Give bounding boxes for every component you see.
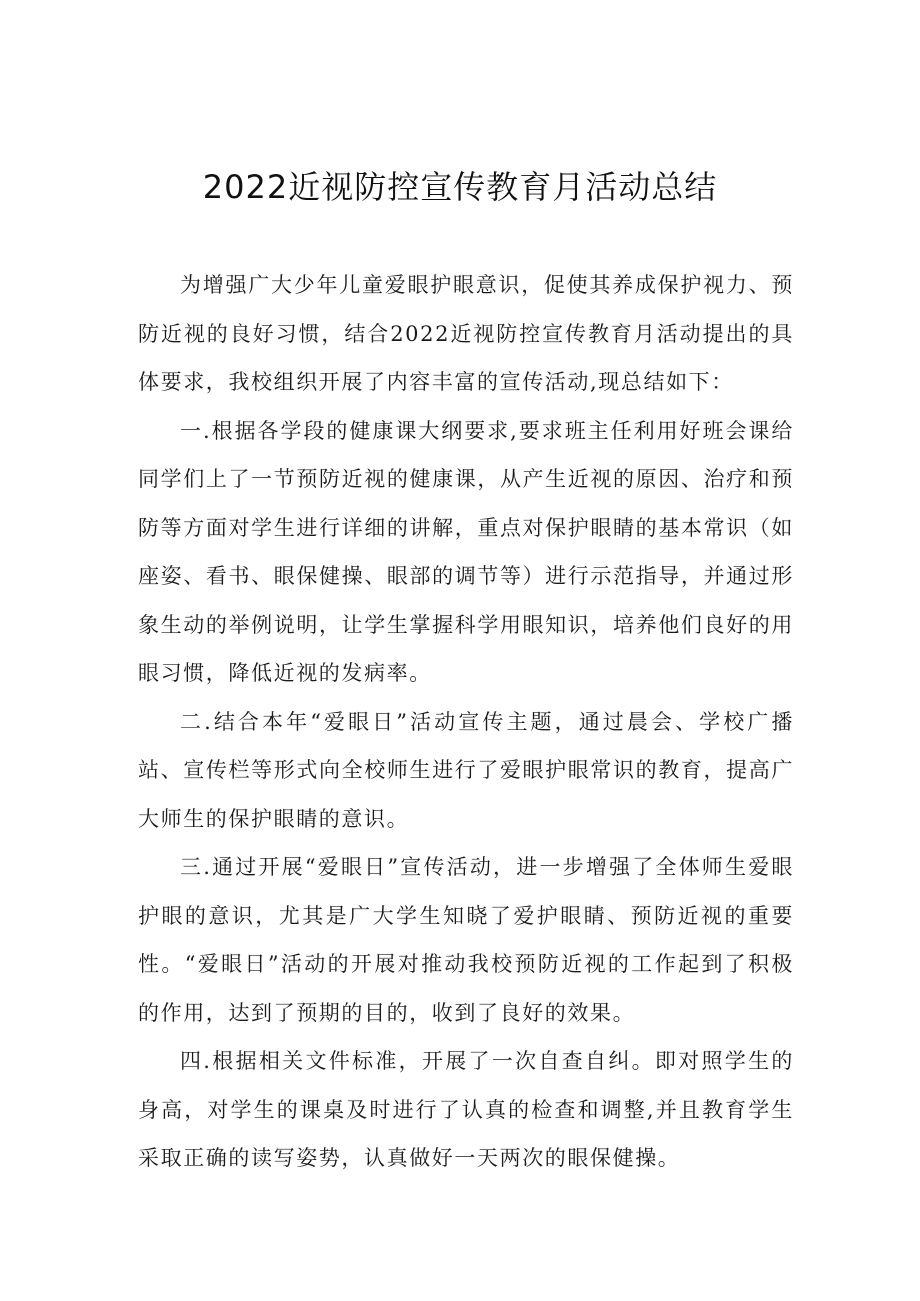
- paragraph-item-3: 三.通过开展“爱眼日”宣传活动，进一步增强了全体师生爱眼护眼的意识，尤其是广大学生知晓了爱护眼睛、预防近视的重要性。“爱眼日”活动的开展对推动我校预防近视的工作起到了积极的作用，达到了预期的目的，收到了良好的效果。: [138, 855, 794, 1025]
- paragraph-item-2: 二.结合本年“爱眼日”活动宣传主题，通过晨会、学校广播站、宣传栏等形式向全校师生进行了爱眼护眼常识的教育，提高广大师生的保护眼睛的意识。: [138, 709, 794, 831]
- document-title: 2022近视防控宣传教育月活动总结: [202, 168, 718, 206]
- document-body: [138, 261, 794, 1183]
- paragraph-item-1: 一.根据各学段的健康课大纲要求,要求班主任利用好班会课给同学们上了一节预防近视的健康课，从产生近视的原因、治疗和预防等方面对学生进行详细的讲解，重点对保护眼睛的基本常识（如座姿、看书、眼保健操、眼部的调节等）进行示范指导，并通过形象生动的举例说明，让学生掌握科学用眼知识，培养他们良好的用眼习惯，降低近视的发病率。: [138, 418, 794, 685]
- paragraph-intro: 为增强广大少年儿童爱眼护眼意识，促使其养成保护视力、预防近视的良好习惯，结合2022近视防控宣传教育月活动提出的具体要求，我校组织开展了内容丰富的宣传活动,现总结如下：: [138, 273, 794, 394]
- paragraph-item-4: 四.根据相关文件标准，开展了一次自查自纠。即对照学生的身高，对学生的课桌及时进行了认真的检查和调整,并且教育学生采取正确的读写姿势，认真做好一天两次的眼保健操。: [138, 1049, 794, 1170]
